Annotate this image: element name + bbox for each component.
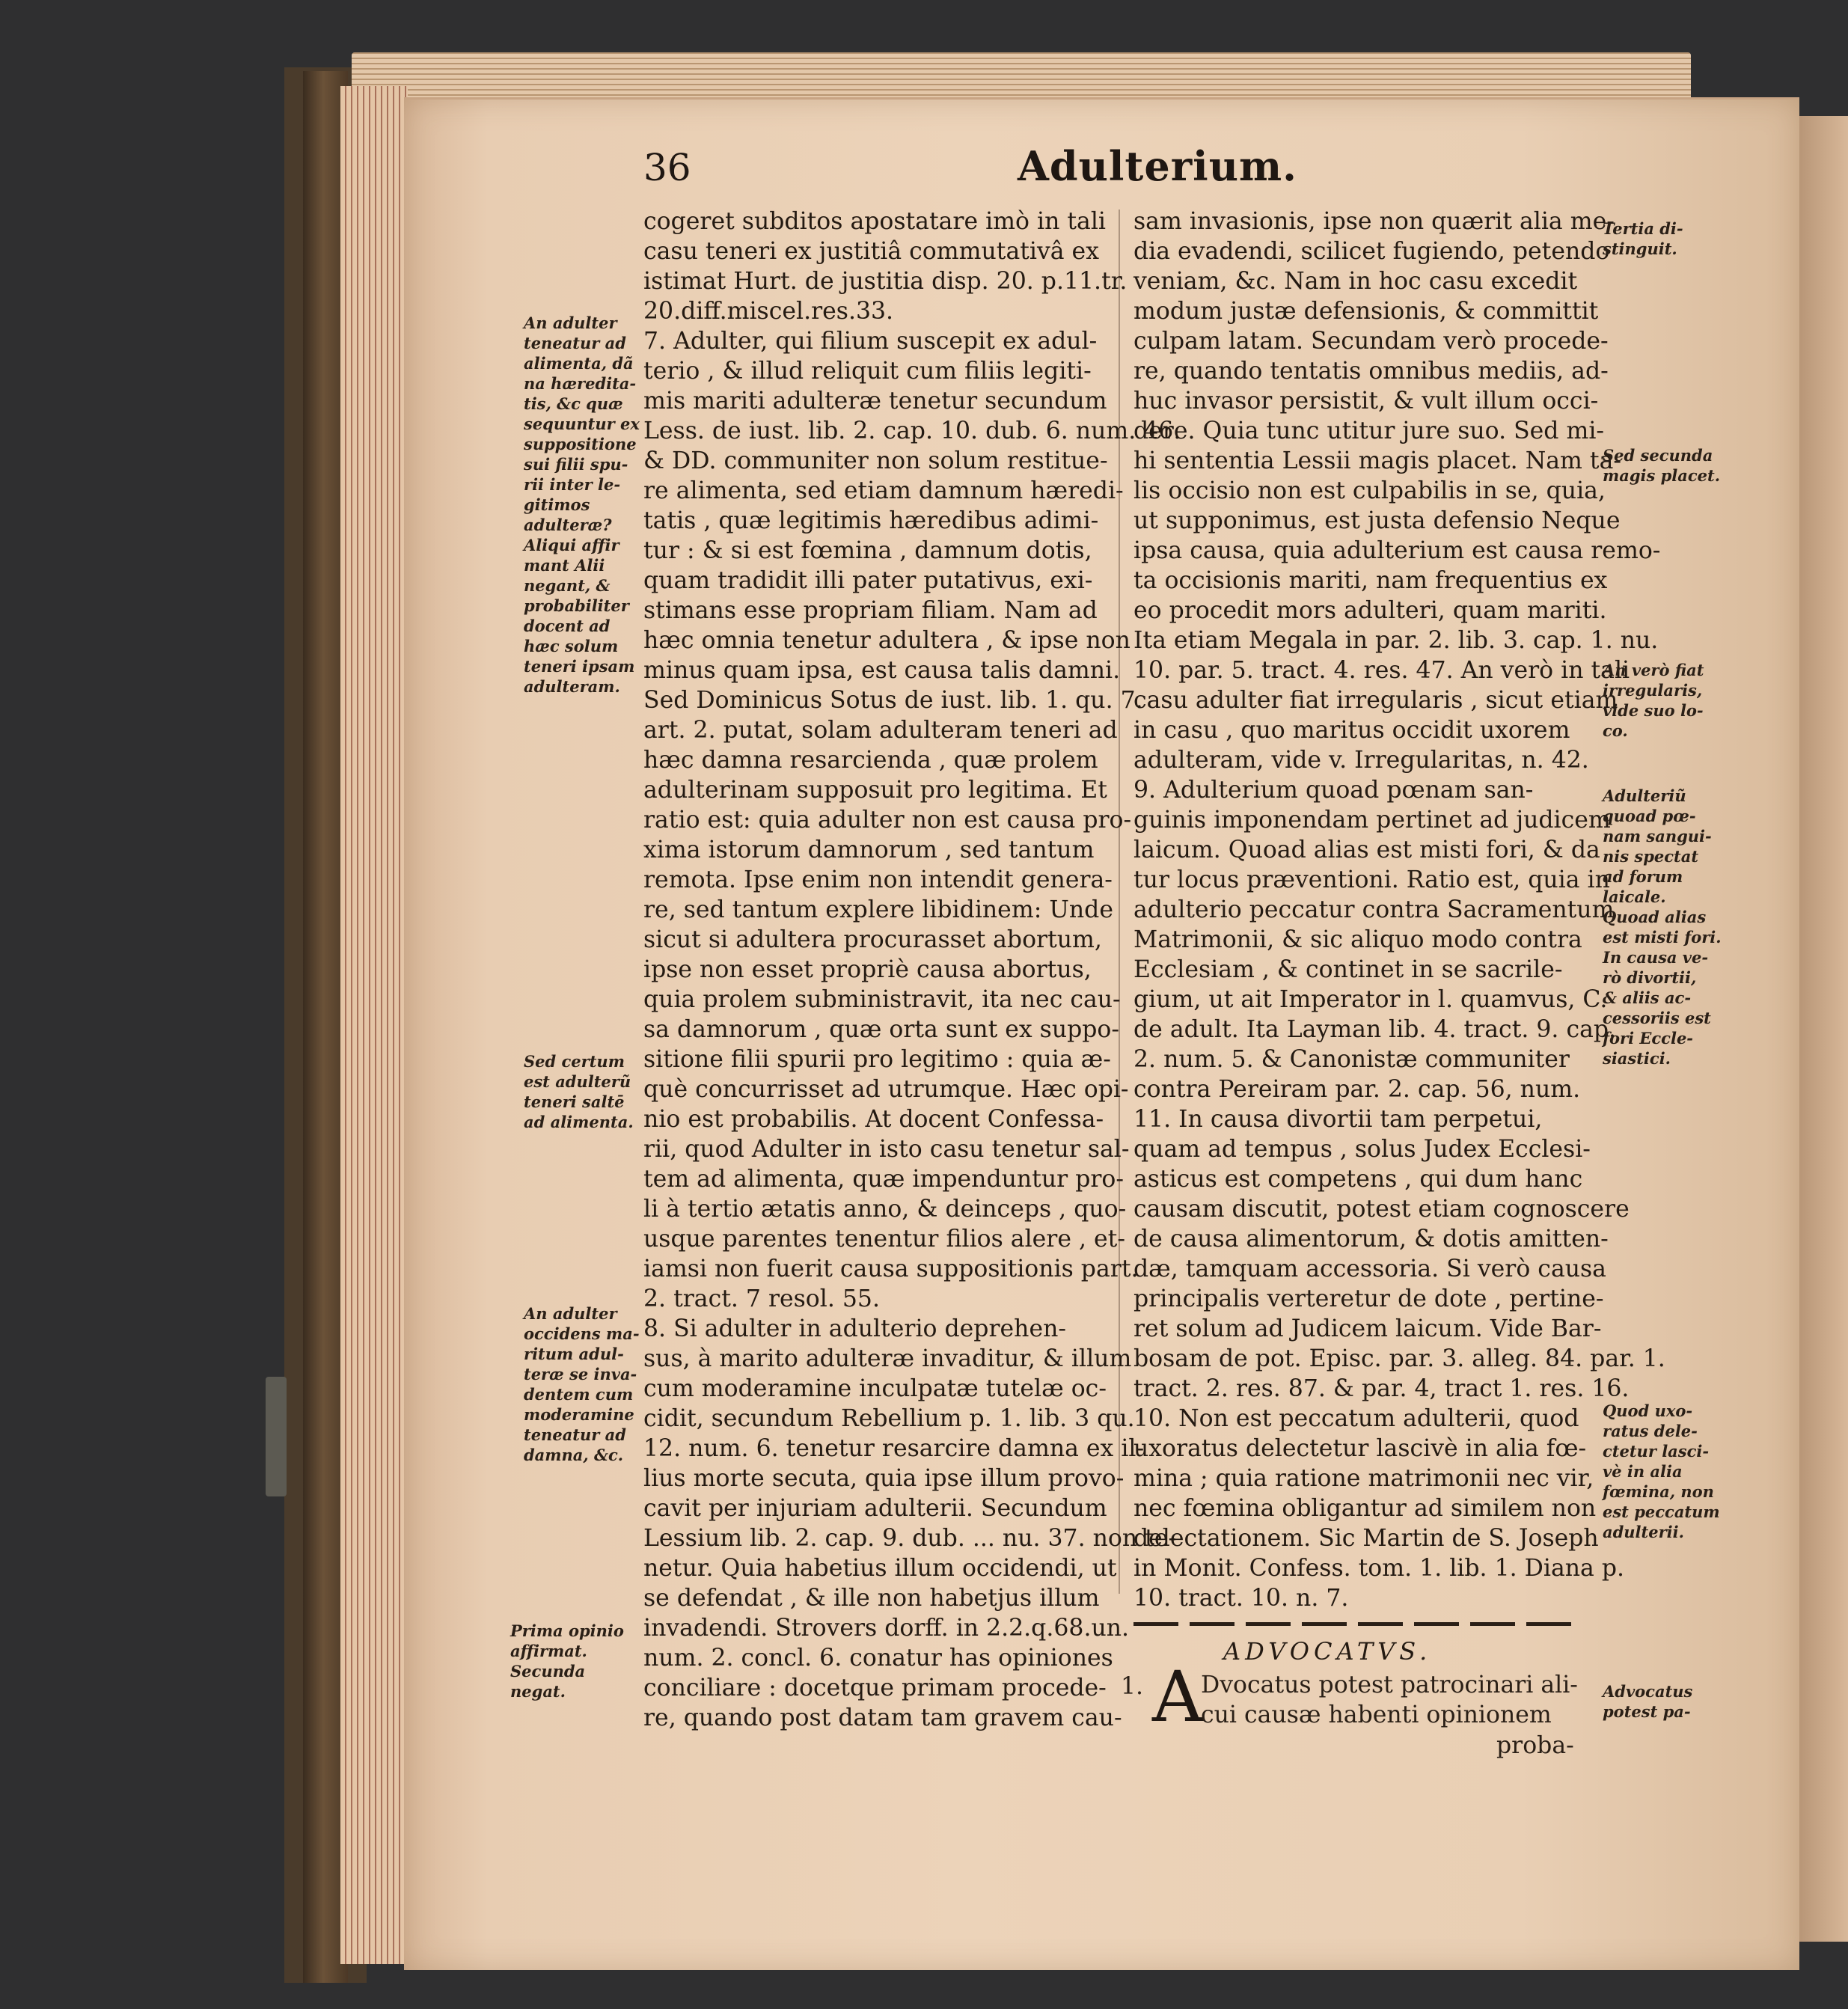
margin-note-line: vide suo lo- [1603, 701, 1704, 720]
margin-note-line: Quod uxo- [1603, 1401, 1693, 1420]
margin-note-line: Tertia di- [1603, 219, 1683, 238]
margin-note-line: adulteram. [524, 677, 620, 696]
text-line: 11. In causa divortii tam perpetui, [1133, 1106, 1543, 1133]
margin-note-line: fœmina, non [1603, 1482, 1714, 1501]
text-line: casu adulter fiat irregularis , sicut etiam [1133, 687, 1618, 714]
margin-note [1603, 660, 1704, 741]
text-line: 9. Adulterium quoad pœnam san- [1133, 777, 1534, 804]
text-line: de adult. Ita Layman lib. 4. tract. 9. cap. [1133, 1016, 1617, 1043]
text-line: Dvocatus potest patrocinari ali- [1201, 1672, 1578, 1698]
margin-note-line: teneatur ad [524, 1425, 626, 1444]
text-line: bosam de pot. Episc. par. 3. alleg. 84. par. 1. [1133, 1345, 1665, 1372]
text-line: remota. Ipse enim non intendit genera- [643, 866, 1113, 893]
text-line: Sed Dominicus Sotus de iust. lib. 1. qu. 7. [643, 687, 1143, 714]
margin-note-line: irregularis, [1603, 681, 1703, 700]
text-line: principalis verteretur de dote , pertine- [1133, 1285, 1604, 1312]
margin-note-line: An adulter [524, 1304, 617, 1323]
text-line: 10. tract. 10. n. 7. [1133, 1585, 1349, 1612]
margin-note-line: affirmat. [510, 1642, 587, 1660]
margin-note-line: potest pa- [1603, 1702, 1691, 1721]
text-line: sus, à marito adulteræ invaditur, & illum [643, 1345, 1132, 1372]
page-number: 36 [643, 146, 691, 189]
margin-note-line: ratus dele- [1603, 1422, 1698, 1440]
text-line: ipse non esset propriè causa abortus, [643, 956, 1092, 983]
advocatus-text [1201, 1670, 1578, 1730]
text-line: quam ad tempus , solus Judex Ecclesi- [1133, 1136, 1591, 1163]
text-line: cogeret subditos apostatare imò in tali [643, 208, 1106, 235]
catchword: proba- [1496, 1732, 1574, 1759]
margin-note-line: tis, &c quæ [524, 394, 623, 413]
margin-note-line: Advocatus [1603, 1682, 1693, 1701]
margin-note-line: teneri ipsam [524, 657, 635, 676]
margin-note [1603, 218, 1683, 259]
margin-note-line: dentem cum [524, 1385, 634, 1404]
text-line: in Monit. Confess. tom. 1. lib. 1. Diana p. [1133, 1555, 1625, 1582]
text-line: re, quando tentatis omnibus mediis, ad- [1133, 358, 1609, 385]
margin-note-line: Adulteriũ [1603, 786, 1686, 805]
text-line: guinis imponendam pertinet ad judicem [1133, 807, 1611, 834]
text-line: quia prolem subministravit, ita nec cau- [643, 986, 1121, 1013]
facing-page-edge [1799, 116, 1848, 1942]
margin-note [524, 313, 640, 697]
margin-note-line: Sed certum [524, 1052, 625, 1071]
margin-note-line: An adulter [524, 314, 617, 332]
drop-cap: A [1152, 1657, 1203, 1738]
margin-note-line: In causa ve- [1603, 948, 1709, 967]
text-line: laicum. Quoad alias est misti fori, & da [1133, 837, 1600, 863]
margin-note-line: nam sangui- [1603, 827, 1712, 846]
text-line: conciliare : docetque primam procede- [643, 1675, 1107, 1701]
text-line: sa damnorum , quæ orta sunt ex suppo- [643, 1016, 1120, 1043]
text-line: netur. Quia habetius illum occidendi, ut [643, 1555, 1117, 1582]
text-line: re, sed tantum explere libidinem: Unde [643, 896, 1113, 923]
text-line: 2. tract. 7 resol. 55. [643, 1285, 880, 1312]
text-line: 10. par. 5. tract. 4. res. 47. An verò in tali [1133, 657, 1630, 684]
text-line: in casu , quo maritus occidit uxorem [1133, 717, 1570, 744]
text-line: huc invasor persistit, & vult illum occi- [1133, 388, 1599, 415]
text-line: cui causæ habenti opinionem [1201, 1701, 1552, 1728]
text-line: dia evadendi, scilicet fugiendo, petendo [1133, 238, 1610, 265]
text-line: istimat Hurt. de justitia disp. 20. p.11.tr. [643, 268, 1128, 295]
text-line: casu teneri ex justitiâ commutativâ ex [643, 238, 1099, 265]
text-line: num. 2. concl. 6. conatur has opiniones [643, 1645, 1113, 1672]
margin-note-line: ad forum [1603, 867, 1683, 886]
section-heading: ADVOCATVS. [1223, 1637, 1432, 1666]
text-line: veniam, &c. Nam in hoc casu excedit [1133, 268, 1578, 295]
text-line: gium, ut ait Imperator in l. quamvus, C. [1133, 986, 1608, 1013]
text-line: dæ, tamquam accessoria. Si verò causa [1133, 1256, 1606, 1282]
margin-note-line: teneatur ad [524, 334, 626, 352]
margin-note-line: adulteræ? [524, 516, 612, 534]
margin-note-line: hæc solum [524, 637, 619, 655]
text-line: dere. Quia tunc utitur jure suo. Sed mi- [1133, 418, 1605, 444]
section-number: 1. [1121, 1673, 1144, 1700]
margin-note-line: teræ se inva- [524, 1365, 637, 1383]
margin-note-line: nis spectat [1603, 847, 1699, 866]
text-line: sam invasionis, ipse non quærit alia me- [1133, 208, 1615, 235]
text-line: ut supponimus, est justa defensio Neque [1133, 507, 1621, 534]
text-line: ta occisionis mariti, nam frequentius ex [1133, 567, 1608, 594]
margin-note-line: Secunda [510, 1662, 586, 1681]
text-line: quam tradidit illi pater putativus, exi- [643, 567, 1093, 594]
margin-note-line: siastici. [1603, 1049, 1671, 1068]
text-line: tur locus præventioni. Ratio est, quia in [1133, 866, 1610, 893]
text-line: sicut si adultera procurasset abortum, [643, 926, 1102, 953]
margin-note-line: Aliqui affir [524, 536, 619, 554]
margin-note-line: & aliis ac- [1603, 988, 1692, 1007]
margin-note-line: adulterii. [1603, 1523, 1684, 1541]
text-line: invadendi. Strovers dorff. in 2.2.q.68.un. [643, 1615, 1130, 1642]
margin-note-line: An verò fiat [1603, 661, 1704, 679]
text-line: sitione filii spurii pro legitimo : quia æ- [643, 1046, 1111, 1073]
margin-note-line: probabiliter [524, 596, 629, 615]
margin-note-line: docent ad [524, 617, 611, 635]
text-line: 7. Adulter, qui filium suscepit ex adul- [643, 328, 1098, 355]
margin-note-line: Sed secunda [1603, 446, 1713, 465]
text-line: contra Pereiram par. 2. cap. 56, num. [1133, 1076, 1581, 1103]
margin-note [1603, 1681, 1692, 1722]
text-line: stimans esse propriam filiam. Nam ad [643, 597, 1098, 624]
text-line: se defendat , & ille non habetjus illum [643, 1585, 1100, 1612]
margin-note [1603, 786, 1722, 1068]
margin-note-line: gitimos [524, 495, 590, 514]
margin-note-line: moderamine [524, 1405, 634, 1424]
text-line: ipsa causa, quia adulterium est causa remo- [1133, 537, 1661, 564]
text-line: cidit, secundum Rebellium p. 1. lib. 3 qu. [643, 1405, 1135, 1432]
margin-note-line: vè in alia [1603, 1462, 1683, 1481]
text-line: modum justæ defensionis, & committit [1133, 298, 1599, 325]
text-line: ret solum ad Judicem laicum. Vide Bar- [1133, 1315, 1602, 1342]
text-line: asticus est competens , qui dum hanc [1133, 1166, 1583, 1193]
text-line: nec fœmina obligantur ad similem non [1133, 1495, 1597, 1522]
text-line: tract. 2. res. 87. & par. 4, tract 1. res. 16. [1133, 1375, 1630, 1402]
text-line: adulterinam supposuit pro legitima. Et [643, 777, 1107, 804]
text-line: mina ; quia ratione matrimonii nec vir, [1133, 1465, 1594, 1492]
text-line: hæc damna resarcienda , quæ prolem [643, 747, 1098, 774]
margin-note-line: occidens ma- [524, 1324, 640, 1343]
text-line: 12. num. 6. tenetur resarcire damna ex il- [643, 1435, 1145, 1462]
margin-note-line: magis placet. [1603, 466, 1721, 485]
margin-note-line: rò divortii, [1603, 968, 1697, 987]
text-line: terio , & illud reliquit cum filiis legiti- [643, 358, 1092, 385]
text-line: Less. de iust. lib. 2. cap. 10. dub. 6. num. 46. [643, 418, 1181, 444]
text-line: hæc omnia tenetur adultera , & ipse non [643, 627, 1130, 654]
text-line: adulterio peccatur contra Sacramentum [1133, 896, 1615, 923]
margin-note-line: alimenta, dã [524, 354, 634, 373]
margin-note [510, 1621, 624, 1701]
text-line: què concurrisset ad utrumque. Hæc opi- [643, 1076, 1129, 1103]
text-line: & DD. communiter non solum restitue- [643, 447, 1108, 474]
text-line: 20.diff.miscel.res.33. [643, 298, 894, 325]
margin-note [1603, 445, 1720, 486]
text-line: adulteram, vide v. Irregularitas, n. 42. [1133, 747, 1589, 774]
text-line: delectationem. Sic Martin de S. Joseph [1133, 1525, 1599, 1552]
margin-note-line: mant Alii [524, 556, 605, 575]
text-line: Matrimonii, & sic aliquo modo contra [1133, 926, 1582, 953]
text-line: rii, quod Adulter in isto casu tenetur sal- [643, 1136, 1130, 1163]
text-line: mis mariti adulteræ tenetur secundum [643, 388, 1107, 415]
margin-note-line: quoad pœ- [1603, 807, 1696, 825]
text-line: usque parentes tenentur filios alere , et- [643, 1226, 1125, 1253]
text-line: tatis , quæ legitimis hæredibus adimi- [643, 507, 1099, 534]
text-line: xima istorum damnorum , sed tantum [643, 837, 1095, 863]
margin-note [524, 1303, 640, 1465]
text-line: eo procedit mors adulteri, quam mariti. [1133, 597, 1607, 624]
text-line: Ita etiam Megala in par. 2. lib. 3. cap. 1. nu. [1133, 627, 1659, 654]
margin-note-line: co. [1603, 721, 1628, 740]
text-line: art. 2. putat, solam adulteram teneri ad [643, 717, 1118, 744]
margin-note-line: est adulterũ [524, 1072, 631, 1091]
margin-note-line: na hæredita- [524, 374, 637, 393]
text-line: lius morte secuta, quia ipse illum provo- [643, 1465, 1125, 1492]
text-column-left [643, 207, 1181, 1733]
text-line: ratio est: quia adulter non est causa pro- [643, 807, 1132, 834]
margin-note [524, 1051, 634, 1132]
margin-note-line: est peccatum [1603, 1502, 1720, 1521]
margin-note-line: stinguit. [1603, 239, 1677, 258]
running-title: Adulterium. [1018, 142, 1297, 190]
text-line: uxoratus delectetur lascivè in alia fœ- [1133, 1435, 1587, 1462]
text-line: de causa alimentorum, & dotis amitten- [1133, 1226, 1609, 1253]
margin-note-line: damna, &c. [524, 1446, 624, 1464]
margin-note-line: ad alimenta. [524, 1113, 634, 1131]
text-line: cavit per injuriam adulterii. Secundum [643, 1495, 1107, 1522]
text-line: iamsi non fuerit causa suppositionis part. [643, 1256, 1139, 1282]
margin-note-line: ctetur lasci- [1603, 1442, 1710, 1461]
margin-note-line: est misti fori. [1603, 928, 1722, 947]
margin-note-line: fori Eccle- [1603, 1029, 1694, 1048]
margin-note-line: cessoriis est [1603, 1009, 1711, 1027]
margin-note-line: sui filii spu- [524, 455, 628, 474]
text-line: tem ad alimenta, quæ impenduntur pro- [643, 1166, 1125, 1193]
text-line: culpam latam. Secundam verò procede- [1133, 328, 1609, 355]
column-divider [1119, 210, 1120, 1594]
margin-note-line: negat. [510, 1682, 566, 1701]
text-line: 8. Si adulter in adulterio deprehen- [643, 1315, 1067, 1342]
page-side-edges [340, 86, 408, 1964]
section-rule [1133, 1622, 1582, 1626]
text-line: causam discutit, potest etiam cognoscere [1133, 1196, 1630, 1223]
text-line: minus quam ipsa, est causa talis damni. [643, 657, 1121, 684]
text-line: 10. Non est peccatum adulterii, quod [1133, 1405, 1579, 1432]
margin-note-line: Quoad alias [1603, 908, 1707, 926]
margin-note-line: rii inter le- [524, 475, 621, 494]
text-line: cum moderamine inculpatæ tutelæ oc- [643, 1375, 1107, 1402]
margin-note-line: suppositione [524, 435, 637, 453]
text-line: Ecclesiam , & continet in se sacrile- [1133, 956, 1563, 983]
margin-note-line: sequuntur ex [524, 415, 640, 433]
text-line: tur : & si est fœmina , damnum dotis, [643, 537, 1092, 564]
margin-note-line: Prima opinio [510, 1621, 624, 1640]
margin-note-line: laicale. [1603, 887, 1666, 906]
margin-note-line: teneri saltē [524, 1092, 625, 1111]
text-line: lis occisio non est culpabilis in se, quia, [1133, 477, 1606, 504]
text-line: hi sententia Lessii magis placet. Nam ta- [1133, 447, 1621, 474]
text-line: re, quando post datam tam gravem cau- [643, 1704, 1122, 1731]
text-line: nio est probabilis. At docent Confessa- [643, 1106, 1104, 1133]
text-line: 2. num. 5. & Canonistæ communiter [1133, 1046, 1570, 1073]
margin-note-line: negant, & [524, 576, 611, 595]
book-clasp [266, 1377, 287, 1496]
text-line: li à tertio ætatis anno, & deinceps , quo- [643, 1196, 1127, 1223]
margin-note-line: ritum adul- [524, 1345, 624, 1363]
text-line: re alimenta, sed etiam damnum hæredi- [643, 477, 1124, 504]
text-line: Lessium lib. 2. cap. 9. dub. ... nu. 37. non te- [643, 1525, 1177, 1552]
margin-note [1603, 1401, 1720, 1542]
